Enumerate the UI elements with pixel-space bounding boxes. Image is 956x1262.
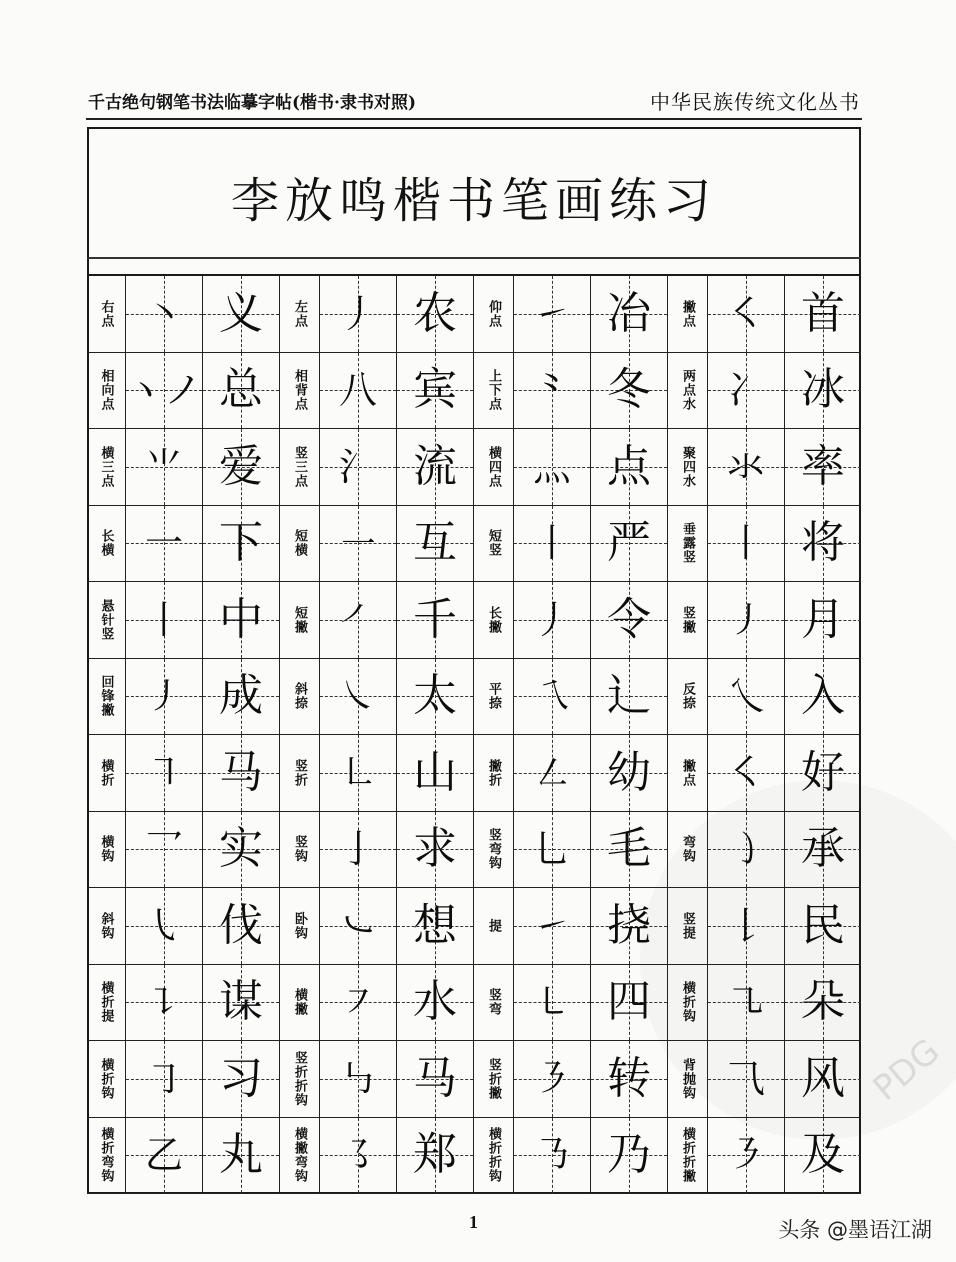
stroke-name-cell [280,353,320,430]
example-character-cell [591,735,668,812]
stroke-sample-cell [708,1041,785,1118]
stroke-name-label: 垂露竖 [680,522,695,565]
stroke-sample-cell [320,1118,397,1195]
stroke-name-label: 长横 [98,529,114,558]
stroke-name-cell [280,965,320,1042]
stroke-sample-cell [514,812,591,889]
example-character: 挠 [607,899,651,951]
stroke-sample-cell [320,582,397,659]
stroke-name-label: 平捺 [486,682,501,711]
stroke-name-cell [474,276,514,353]
example-character: 总 [219,364,263,416]
example-character-cell [203,353,280,430]
stroke-name-cell [280,888,320,965]
stroke-glyph: ㇄ [532,980,571,1025]
example-character-cell [203,735,280,812]
stroke-name-cell [474,888,514,965]
stroke-name-cell [87,1118,126,1195]
stroke-sample-cell [514,1118,591,1195]
example-character-cell [397,429,474,506]
stroke-sample-cell [320,353,397,430]
example-character: 令 [607,593,651,645]
collection-title: 中华民族传统文化丛书 [650,90,860,114]
stroke-name-label: 短横 [292,529,307,558]
stroke-sample-cell [514,506,591,583]
example-character: 好 [801,746,845,798]
stroke-glyph: ㇕ [144,750,183,795]
stroke-glyph: 氺 [726,444,765,489]
example-character-cell [397,812,474,889]
stroke-glyph: ㇗ [338,750,377,795]
stroke-sample-cell [514,582,591,659]
stroke-name-cell [87,965,126,1042]
stroke-glyph: ㇋ [726,1133,765,1178]
example-character-cell [591,353,668,430]
stroke-glyph: 灬 [532,444,571,489]
example-character: 马 [413,1052,457,1104]
example-character: 实 [219,823,263,875]
stroke-name-label: 横撇弯钩 [292,1127,307,1184]
stroke-sample-cell [708,812,785,889]
stroke-glyph: 𠄌 [726,903,765,948]
stroke-name-label: 反捺 [680,682,695,711]
example-character: 将 [801,517,845,569]
stroke-name-cell [668,735,708,812]
example-character: 朵 [801,976,845,1028]
example-character: 中 [219,593,263,645]
stroke-glyph: ㇏ [338,674,377,719]
stroke-glyph: ㇒ [338,597,377,642]
stroke-name-label: 横四点 [486,445,501,488]
example-character-cell [203,888,280,965]
stroke-name-label: 右点 [98,299,114,328]
example-character-cell [397,1041,474,1118]
title-box [87,127,861,259]
stroke-name-label: 弯钩 [680,835,695,864]
stroke-name-label: 横折钩 [98,1057,114,1100]
example-character: 率 [801,440,845,492]
example-character: 严 [607,517,651,569]
example-character: 承 [801,823,845,875]
stroke-glyph: ㇃ [338,903,377,948]
stroke-sample-cell [126,1041,203,1118]
stroke-sample-cell [708,276,785,353]
example-character: 转 [607,1052,651,1104]
stroke-name-cell [280,1118,320,1195]
stroke-name-label: 聚四水 [680,445,695,488]
example-character-cell [203,276,280,353]
stroke-glyph: ㇓ [726,597,765,642]
example-character: 农 [413,287,457,339]
stroke-glyph: ㇜ [532,750,571,795]
stroke-glyph: 丿 [532,597,571,642]
stroke-sample-cell [126,735,203,812]
stroke-name-cell [474,506,514,583]
example-character: 毛 [607,823,651,875]
example-character-cell [203,1118,280,1195]
example-character-cell [203,965,280,1042]
stroke-name-cell [87,888,126,965]
stroke-glyph: ㇂ [144,903,183,948]
stroke-name-label: 撇点 [680,299,695,328]
stroke-glyph: 丨 [532,521,571,566]
stroke-sample-cell [126,659,203,736]
stroke-sample-cell [320,429,397,506]
stroke-sample-cell [708,1118,785,1195]
stroke-name-label: 回锋撇 [98,675,114,718]
stroke-name-cell [87,276,126,353]
stroke-glyph: ㇛ [726,750,765,795]
stroke-name-cell [668,429,708,506]
stroke-glyph: ㇡ [532,1133,571,1178]
watermark-text: PDG [865,1031,948,1109]
example-character-cell [591,659,668,736]
stroke-name-cell [280,735,320,812]
stroke-glyph: 丨 [726,521,765,566]
stroke-name-label: 横折折钩 [486,1127,501,1184]
example-character-cell [397,659,474,736]
stroke-sample-cell [708,429,785,506]
example-character-cell [785,735,861,812]
example-character-cell [785,888,861,965]
example-character-cell [397,965,474,1042]
stroke-glyph: ㇉ [338,1056,377,1101]
example-character: 乃 [607,1129,651,1181]
stroke-name-cell [474,659,514,736]
example-character: 伐 [219,899,263,951]
stroke-sample-cell [708,735,785,812]
example-character-cell [785,429,861,506]
stroke-name-cell [474,735,514,812]
example-character: 互 [413,517,457,569]
stroke-glyph: ㇌ [338,1133,377,1178]
example-character: 山 [413,746,457,798]
example-character: 水 [413,976,457,1028]
example-character-cell [203,659,280,736]
stroke-sample-cell [514,888,591,965]
example-character: 丸 [219,1129,263,1181]
example-character-cell [203,582,280,659]
example-character: 辶 [607,670,651,722]
stroke-glyph: 冫 [726,368,765,413]
stroke-glyph: ヽノ [126,368,203,413]
stroke-name-cell [668,353,708,430]
example-character: 爱 [219,440,263,492]
example-character: 冬 [607,364,651,416]
example-character-cell [397,582,474,659]
stroke-name-label: 两点水 [680,369,695,412]
example-character-cell [785,506,861,583]
stroke-sample-cell [320,735,397,812]
stroke-sample-cell [708,506,785,583]
stroke-sample-cell [514,429,591,506]
stroke-name-label: 横三点 [98,445,114,488]
example-character: 冰 [801,364,845,416]
example-character-cell [591,1118,668,1195]
stroke-glyph: ⺌ [144,444,183,489]
stroke-sample-cell [320,965,397,1042]
stroke-glyph: 乙 [144,1133,183,1178]
example-character: 下 [219,517,263,569]
example-character: 冶 [607,287,651,339]
stroke-glyph: ㇈ [726,980,765,1025]
stroke-sample-cell [126,353,203,430]
stroke-glyph: 乀 [726,674,765,719]
example-character-cell [591,965,668,1042]
stroke-sample-cell [126,276,203,353]
stroke-name-label: 竖弯钩 [486,828,501,871]
stroke-name-label: 竖提 [680,911,695,940]
page-title: 李放鸣楷书笔画练习 [230,172,717,229]
stroke-name-cell [87,812,126,889]
stroke-glyph: ㇋ [532,1056,571,1101]
example-character-cell [785,965,861,1042]
stroke-glyph: ㇐ [338,521,377,566]
example-character: 四 [607,976,651,1028]
stroke-name-label: 竖折折钩 [292,1050,307,1107]
stroke-sample-cell [514,276,591,353]
stroke-sample-cell [514,659,591,736]
example-character: 流 [413,440,457,492]
stroke-sample-cell [514,965,591,1042]
stroke-name-cell [87,735,126,812]
example-character: 想 [413,899,457,951]
stroke-sample-cell [126,429,203,506]
stroke-glyph: ㇊ [144,980,183,1025]
stroke-name-label: 撇折 [486,758,501,787]
stroke-name-cell [668,659,708,736]
stroke-name-label: 提 [486,918,501,933]
stroke-name-cell [668,888,708,965]
stroke-name-label: 短撇 [292,605,307,634]
stroke-sample-cell [126,582,203,659]
stroke-name-cell [474,1118,514,1195]
example-character: 幼 [607,746,651,798]
stroke-glyph: 一 [144,521,183,566]
stroke-sample-cell [708,353,785,430]
stroke-name-cell [474,353,514,430]
header-divider [86,118,862,120]
stroke-glyph: ㇁ [726,827,765,872]
stroke-name-label: 竖钩 [292,835,307,864]
example-character: 及 [801,1129,845,1181]
example-character-cell [397,506,474,583]
stroke-sample-cell [126,1118,203,1195]
stroke-sample-cell [708,582,785,659]
stroke-name-label: 撇点 [680,758,695,787]
example-character: 入 [801,670,845,722]
example-character: 点 [607,440,651,492]
example-character-cell [591,429,668,506]
stroke-name-cell [280,1041,320,1118]
stroke-name-cell [87,506,126,583]
stroke-name-label: 横折弯钩 [98,1127,114,1184]
stroke-glyph: ㇓ [144,674,183,719]
stroke-glyph: ㇀ [532,903,571,948]
stroke-name-label: 短竖 [486,529,501,558]
stroke-glyph: ㇇ [338,980,377,1025]
stroke-name-cell [280,812,320,889]
stroke-name-cell [87,1041,126,1118]
stroke-name-label: 竖折撇 [486,1057,501,1100]
stroke-name-cell [280,582,320,659]
stroke-name-cell [87,429,126,506]
stroke-glyph: 丨 [144,597,183,642]
stroke-name-label: 竖撇 [680,605,695,634]
example-character-cell [785,582,861,659]
stroke-name-label: 竖折 [292,758,307,787]
stroke-sample-cell [320,888,397,965]
example-character: 民 [801,899,845,951]
example-character: 郑 [413,1129,457,1181]
stroke-glyph: ㇆ [144,1056,183,1101]
example-character-cell [397,888,474,965]
stroke-glyph: ⺄ [726,1056,765,1101]
example-character-cell [591,1041,668,1118]
stroke-name-cell [280,429,320,506]
example-character-cell [591,888,668,965]
stroke-name-cell [668,506,708,583]
stroke-name-label: 横折钩 [680,981,695,1024]
stroke-name-cell [474,812,514,889]
example-character: 太 [413,670,457,722]
stroke-sample-cell [320,506,397,583]
example-character: 月 [801,593,845,645]
stroke-name-label: 背抛钩 [680,1057,695,1100]
example-character-cell [397,735,474,812]
stroke-sample-cell [126,965,203,1042]
stroke-name-cell [668,965,708,1042]
stroke-glyph: 乛 [144,827,183,872]
stroke-sample-cell [708,659,785,736]
stroke-name-label: 斜钩 [98,911,114,940]
example-character-cell [591,276,668,353]
stroke-name-cell [280,659,320,736]
stroke-name-label: 竖三点 [292,445,307,488]
stroke-name-label: 左点 [292,299,307,328]
example-character-cell [591,812,668,889]
stroke-name-cell [87,582,126,659]
stroke-sample-cell [320,276,397,353]
stroke-sample-cell [126,888,203,965]
example-character-cell [203,506,280,583]
example-character-cell [785,1041,861,1118]
example-character: 首 [801,287,845,339]
stroke-sample-cell [708,965,785,1042]
stroke-practice-grid [87,274,861,1194]
example-character-cell [785,659,861,736]
stroke-name-cell [87,353,126,430]
stroke-name-cell [474,1041,514,1118]
stroke-glyph: 亅 [338,827,377,872]
example-character-cell [785,1118,861,1195]
example-character-cell [397,276,474,353]
stroke-glyph: ⺀ [532,368,571,413]
stroke-sample-cell [514,1041,591,1118]
stroke-name-label: 横钩 [98,835,114,864]
stroke-glyph: ㇝ [532,674,571,719]
stroke-name-label: 横折提 [98,981,114,1024]
stroke-name-cell [280,506,320,583]
stroke-name-label: 仰点 [486,299,501,328]
example-character-cell [397,1118,474,1195]
example-character-cell [785,353,861,430]
stroke-name-label: 悬针竖 [98,598,114,641]
stroke-glyph: 八 [338,368,377,413]
example-character: 马 [219,746,263,798]
stroke-name-cell [668,276,708,353]
stroke-glyph: ㇛ [726,291,765,336]
stroke-name-label: 横撇 [292,988,307,1017]
stroke-name-label: 长撇 [486,605,501,634]
example-character: 宾 [413,364,457,416]
stroke-name-label: 横折折撇 [680,1127,695,1184]
stroke-glyph: 丿 [338,291,377,336]
example-character-cell [203,429,280,506]
example-character: 求 [413,823,457,875]
stroke-name-label: 相向点 [98,369,114,412]
example-character: 千 [413,593,457,645]
example-character-cell [785,276,861,353]
stroke-name-label: 相背点 [292,369,307,412]
stroke-name-cell [280,276,320,353]
stroke-name-label: 卧钩 [292,911,307,940]
stroke-name-cell [474,582,514,659]
source-credit: 头条 @墨语江湖 [778,1218,932,1242]
stroke-name-cell [474,429,514,506]
example-character-cell [785,812,861,889]
example-character-cell [591,506,668,583]
stroke-name-label: 上下点 [486,369,501,412]
stroke-glyph: ㇔ [144,291,183,336]
example-character: 义 [219,287,263,339]
example-character-cell [203,812,280,889]
stroke-name-cell [668,1118,708,1195]
stroke-sample-cell [126,812,203,889]
example-character-cell [203,1041,280,1118]
example-character: 习 [219,1052,263,1104]
stroke-sample-cell [126,506,203,583]
example-character: 谋 [219,976,263,1028]
example-character: 成 [219,670,263,722]
stroke-glyph: 乚 [532,827,571,872]
stroke-name-label: 横折 [98,758,114,787]
stroke-sample-cell [320,812,397,889]
example-character-cell [397,353,474,430]
stroke-name-label: 竖弯 [486,988,501,1017]
stroke-glyph: ㇀ [532,291,571,336]
stroke-name-cell [668,1041,708,1118]
stroke-name-label: 斜捺 [292,682,307,711]
stroke-name-cell [87,659,126,736]
stroke-name-cell [668,812,708,889]
series-title: 千古绝句钢笔书法临摹字帖(楷书·隶书对照) [88,93,417,113]
example-character-cell [591,582,668,659]
stroke-glyph: 氵 [338,444,377,489]
stroke-sample-cell [320,659,397,736]
stroke-name-cell [668,582,708,659]
stroke-sample-cell [514,735,591,812]
stroke-sample-cell [514,353,591,430]
stroke-sample-cell [708,888,785,965]
stroke-name-cell [474,965,514,1042]
example-character: 风 [801,1052,845,1104]
page-number: 1 [469,1212,478,1232]
stroke-sample-cell [320,1041,397,1118]
